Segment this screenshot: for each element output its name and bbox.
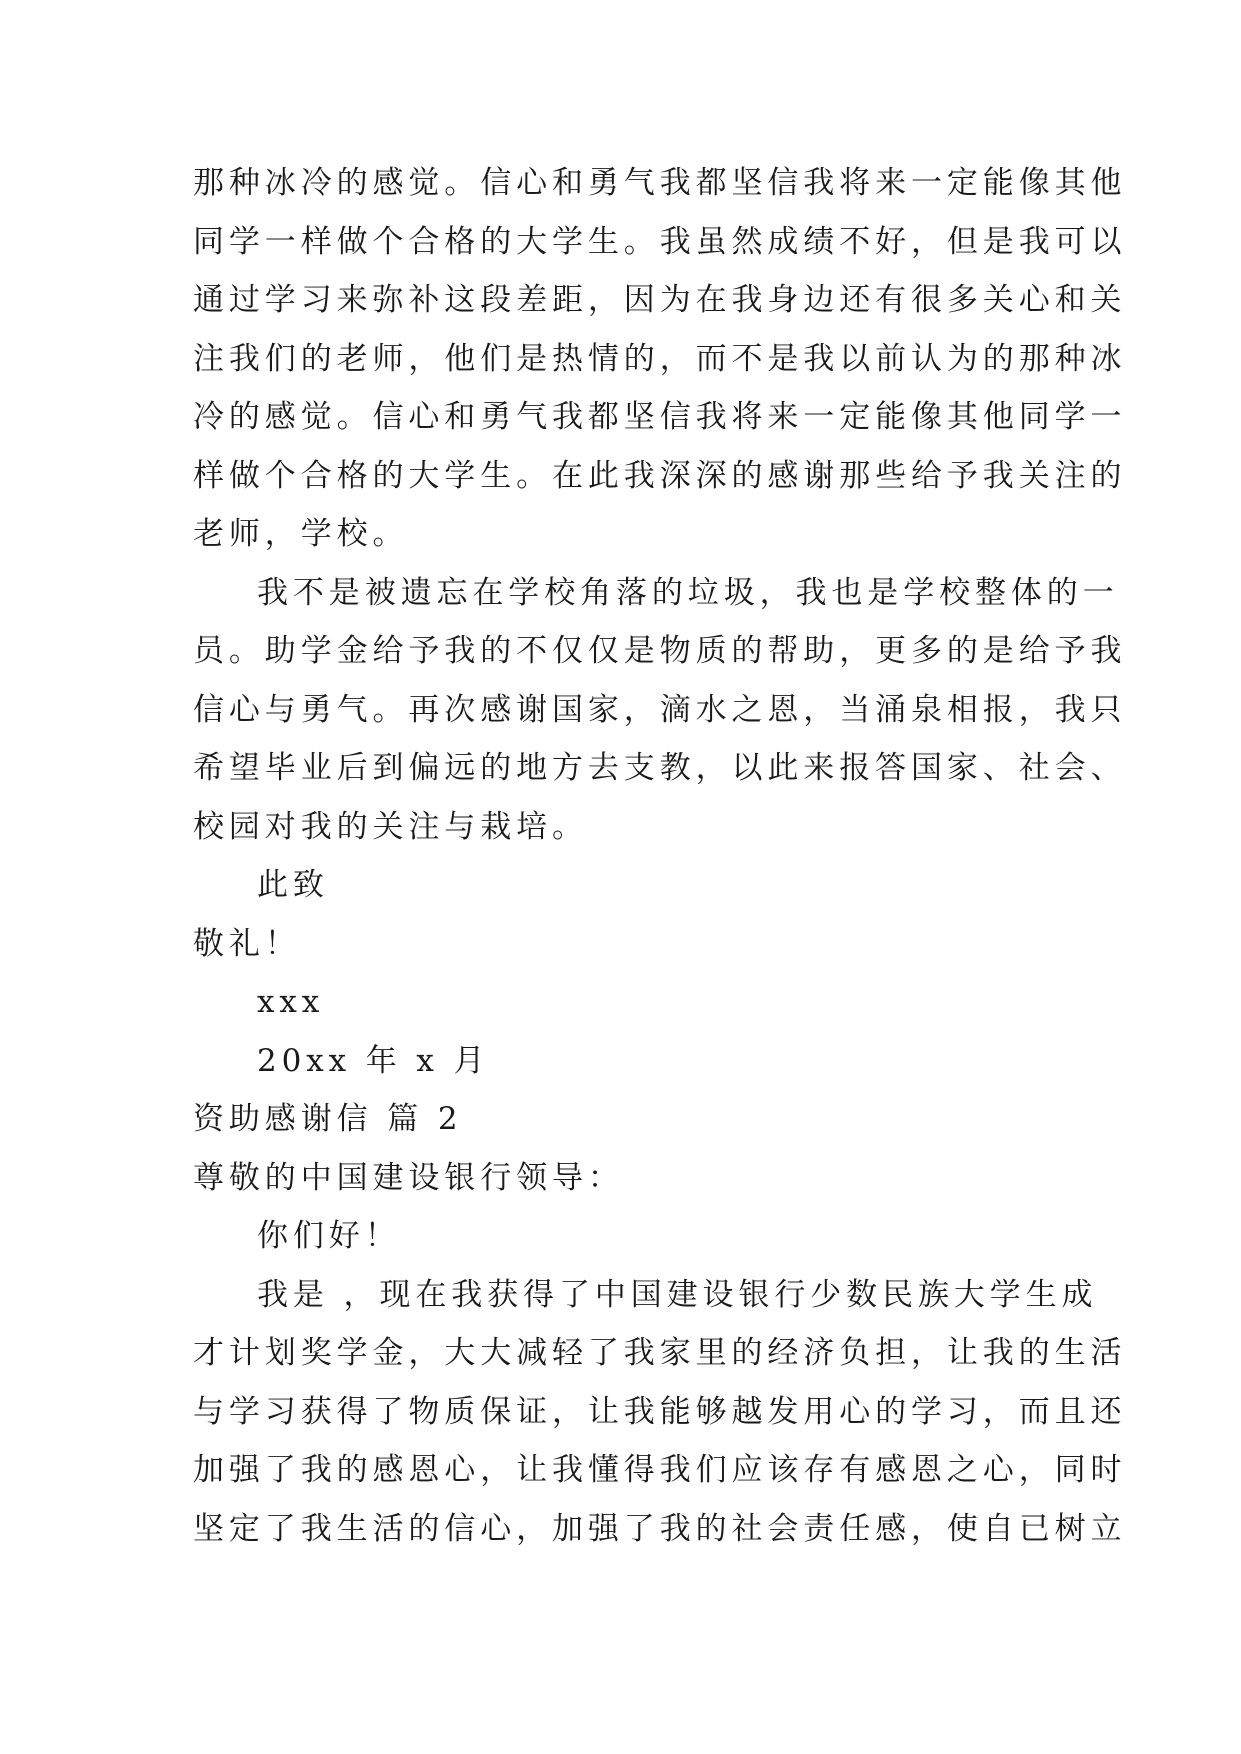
- letter-addressee: 尊敬的中国建设银行领导：: [193, 1159, 624, 1196]
- paragraph-start-line: 我不是被遗忘在学校角落的垃圾，我也是学校整体的一: [257, 574, 1119, 611]
- body-line: 与学习获得了物质保证，让我能够越发用心的学习，而且还: [193, 1393, 1127, 1430]
- letter-greeting: 你们好！: [257, 1218, 401, 1254]
- body-line: 冷的感觉。信心和勇气我都坚信我将来一定能像其他同学一: [193, 399, 1127, 435]
- paragraph-start-line: 我是 ，现在我获得了中国建设银行少数民族大学生成: [257, 1276, 1098, 1313]
- closing-regards: 敬礼！: [193, 925, 301, 962]
- closing-salutation: 此致: [257, 867, 329, 903]
- body-line: 注我们的老师，他们是热情的，而不是我以前认为的那种冰: [193, 340, 1127, 377]
- body-line: 坚定了我生活的信心，加强了我的社会责任感，使自已树立: [193, 1510, 1127, 1547]
- document-body: [193, 154, 1127, 1558]
- body-line: 加强了我的感恩心，让我懂得我们应该存有感恩之心，同时: [193, 1452, 1127, 1488]
- section-heading: 资助感谢信 篇 2: [193, 1101, 463, 1137]
- body-line: 信心与勇气。再次感谢国家，滴水之恩，当涌泉相报，我只: [193, 691, 1127, 728]
- body-line: 样做个合格的大学生。在此我深深的感谢那些给予我关注的: [193, 457, 1127, 494]
- body-line: 才计划奖学金，大大减轻了我家里的经济负担，让我的生活: [193, 1335, 1127, 1371]
- signature-date: 20xx 年 x 月: [257, 1042, 490, 1079]
- body-line: 员。助学金给予我的不仅仅是物质的帮助，更多的是给予我: [193, 633, 1127, 669]
- body-line: 通过学习来弥补这段差距，因为在我身边还有很多关心和关: [193, 282, 1127, 318]
- body-line: 同学一样做个合格的大学生。我虽然成绩不好，但是我可以: [193, 223, 1127, 260]
- body-line: 校园对我的关注与栽培。: [193, 808, 588, 845]
- body-line: 那种冰冷的感觉。信心和勇气我都坚信我将来一定能像其他: [193, 165, 1127, 201]
- signature-name: xxx: [257, 984, 325, 1020]
- body-line: 老师，学校。: [193, 516, 409, 552]
- body-line: 希望毕业后到偏远的地方去支教，以此来报答国家、社会、: [193, 750, 1127, 786]
